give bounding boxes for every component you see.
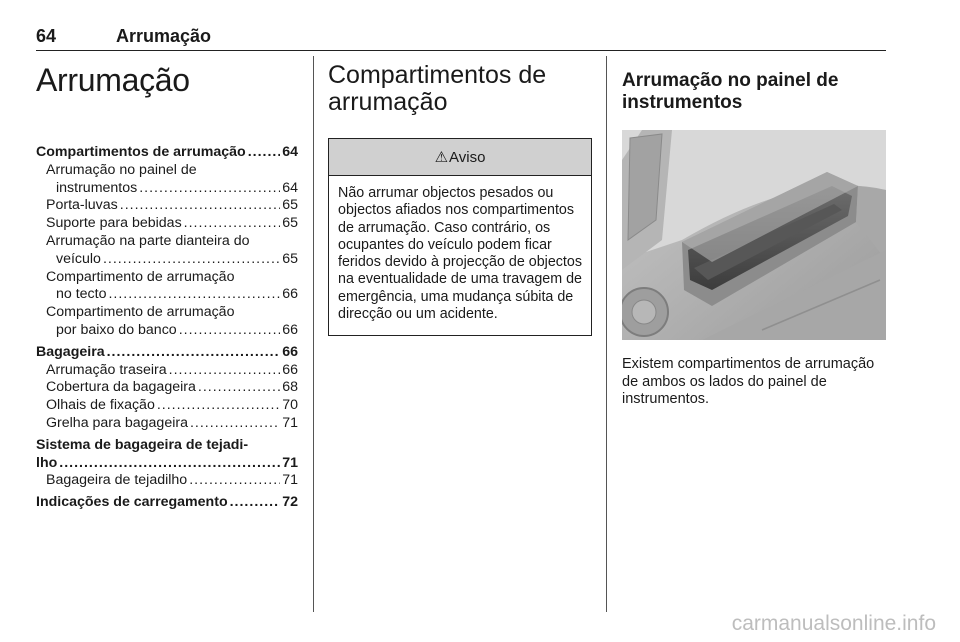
section-heading: Compartimentos de arrumação xyxy=(328,61,547,116)
toc-entry[interactable]: Bagageira de tejadilho ..... 71 xyxy=(36,472,298,490)
toc-entry[interactable]: Compartimentos de arrumação ..... 64 xyxy=(36,144,298,162)
warning-header xyxy=(329,139,591,176)
toc-entry[interactable]: por baixo do banco ..... 66 xyxy=(36,322,298,340)
subsection-heading: Arrumação no painel de instrumentos xyxy=(622,70,839,113)
column-divider xyxy=(606,56,607,612)
table-of-contents xyxy=(36,144,298,512)
warning-text: Não arrumar objectos pesados ou objectos afiados nos compartimentos de arrumação. Caso contrário, os ocupantes do veículo podem ficar feridos devido à projecção de objectos na eventualidade de uma travagem de emergência, uma mudança súbita de direcção ou um acidente. xyxy=(338,185,583,323)
watermark: carmanualsonline.info xyxy=(731,612,936,635)
section-column xyxy=(328,62,592,336)
toc-entry[interactable]: lho ..... 71 xyxy=(36,455,298,473)
toc-entry[interactable]: Indicações de carregamento ..... 72 xyxy=(36,494,298,512)
toc-entry[interactable]: Bagageira ..... 66 xyxy=(36,344,298,362)
toc-entry[interactable]: Arrumação na parte dianteira do xyxy=(46,232,250,249)
chapter-heading: Arrumação xyxy=(36,62,190,98)
toc-column xyxy=(36,62,298,512)
toc-entry[interactable]: Arrumação no painel de xyxy=(46,161,197,178)
warning-icon: ⚠ xyxy=(434,149,449,166)
toc-entry[interactable]: Compartimento de arrumação xyxy=(46,268,235,285)
warning-box xyxy=(328,138,592,336)
toc-entry[interactable]: Grelha para bagageira ..... 71 xyxy=(36,415,298,433)
subsection-text: Existem compartimentos de arrumação de ambos os lados do painel de instrumentos. xyxy=(622,356,875,407)
page-header xyxy=(36,22,886,51)
toc-entry[interactable]: Suporte para bebidas ..... 65 xyxy=(36,215,298,233)
toc-entry[interactable]: Cobertura da bagageira ..... 68 xyxy=(36,379,298,397)
toc-entry[interactable]: no tecto ..... 66 xyxy=(36,286,298,304)
toc-entry[interactable]: veículo ..... 65 xyxy=(36,251,298,269)
toc-entry[interactable]: Olhais de fixação ..... 70 xyxy=(36,397,298,415)
toc-entry[interactable]: Porta-luvas ..... 65 xyxy=(36,197,298,215)
toc-entry[interactable]: Sistema de bagageira de tejadi- xyxy=(36,436,249,453)
toc-entry[interactable]: Compartimento de arrumação xyxy=(46,304,235,321)
chapter-title: Arrumação xyxy=(116,26,212,46)
toc-entry[interactable]: Arrumação traseira ..... 66 xyxy=(36,362,298,380)
subsection-column xyxy=(622,70,886,409)
dashboard-storage-photo xyxy=(622,130,886,340)
toc-entry[interactable]: instrumentos ..... 64 xyxy=(36,180,298,198)
page-number: 64 xyxy=(36,26,57,46)
warning-title: Aviso xyxy=(449,148,486,166)
column-divider xyxy=(313,56,314,612)
